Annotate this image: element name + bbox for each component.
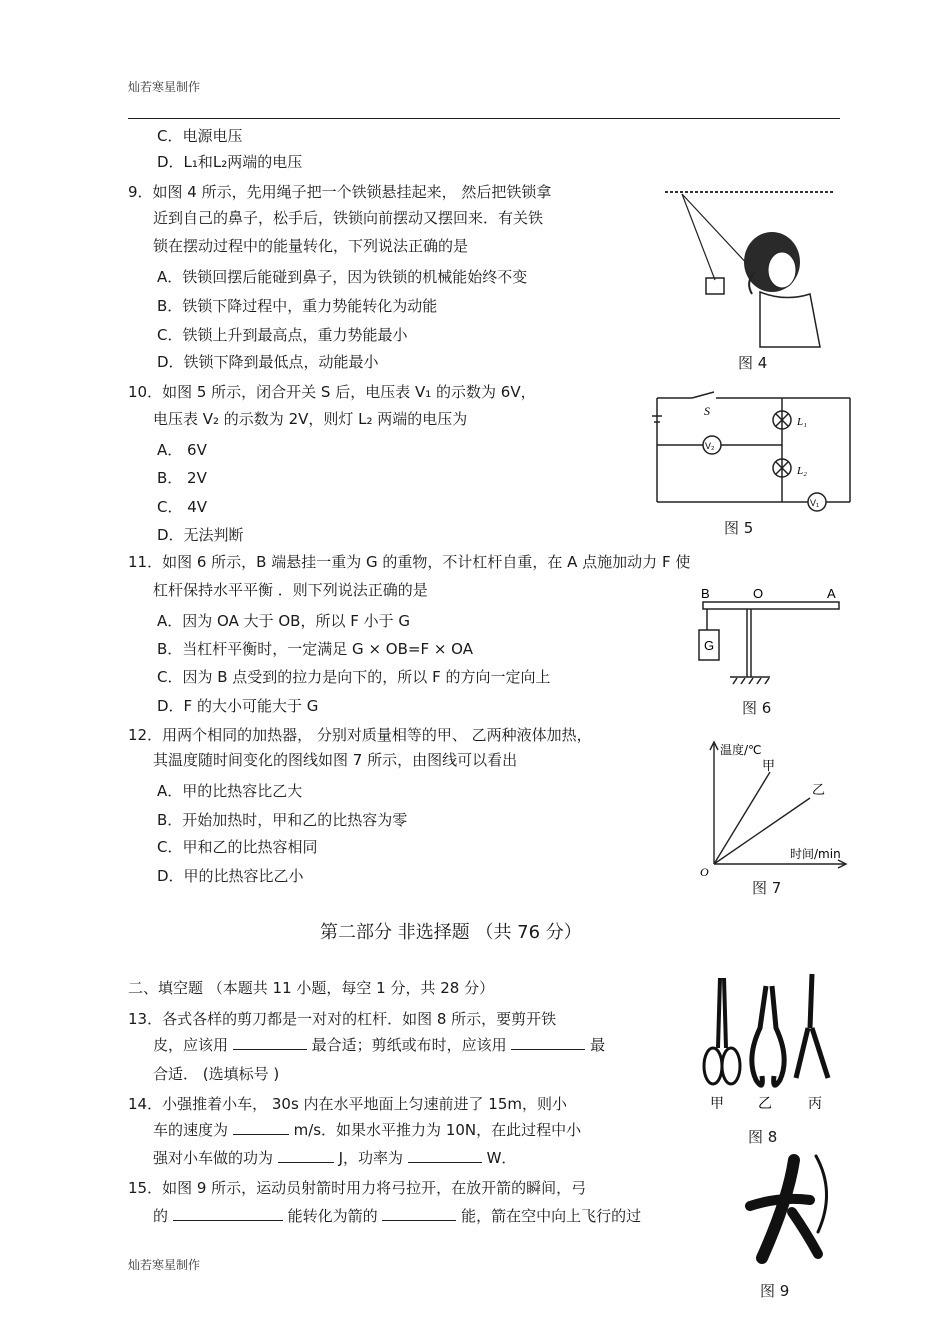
y-axis-label: 温度/℃ xyxy=(720,743,762,757)
scissors-jia-label: 甲 xyxy=(710,1096,724,1112)
scissors-bing-label: 丙 xyxy=(808,1096,822,1112)
q10-option-b: B． 2V xyxy=(157,469,207,487)
page-footer: 灿若寒星制作 xyxy=(128,1258,201,1272)
figure-6-caption: 图 6 xyxy=(742,699,772,717)
q10-stem-line2: 电压表 V₂ 的示数为 2V，则灯 L₂ 两端的电压为 xyxy=(153,410,468,428)
q14-line2: 车的速度为 m/s．如果水平推力为 10N，在此过程中小 xyxy=(153,1121,582,1139)
q12-option-d: D．甲的比热容比乙小 xyxy=(157,867,304,885)
q15-blank-2[interactable] xyxy=(382,1206,456,1221)
q14-blank-2[interactable] xyxy=(278,1148,334,1163)
header-rule xyxy=(128,118,840,119)
figure-5-circuit-diagram xyxy=(652,390,857,515)
figure-7-temperature-graph xyxy=(698,736,853,879)
q15-line1: 15．如图 9 所示，运动员射箭时用力将弓拉开，在放开箭的瞬间，弓 xyxy=(128,1179,587,1197)
q8-option-c: C．电源电压 xyxy=(157,127,243,145)
q9-stem-line1: 9．如图 4 所示，先用绳子把一个铁锁悬挂起来， 然后把铁锁拿 xyxy=(128,183,552,201)
figure-9-caption: 图 9 xyxy=(760,1282,790,1300)
q13-line3: 合适． (选填标号 ) xyxy=(153,1065,280,1083)
q11-option-c: C．因为 B 点受到的拉力是向下的，所以 F 的方向一定向上 xyxy=(157,668,551,686)
q9-stem-line3: 锁在摆动过程中的能量转化，下列说法正确的是 xyxy=(153,237,469,255)
q11-option-d: D．F 的大小可能大于 G xyxy=(157,697,319,715)
q13-blank-2[interactable] xyxy=(511,1035,585,1050)
q12-option-a: A．甲的比热容比乙大 xyxy=(157,782,303,800)
q15-blank-1[interactable] xyxy=(173,1206,283,1221)
line-yi-label: 乙 xyxy=(812,783,826,798)
q12-stem-line2: 其温度随时间变化的图线如图 7 所示，由图线可以看出 xyxy=(153,751,518,769)
page-header: 灿若寒星制作 xyxy=(128,80,201,94)
switch-label: S xyxy=(704,404,710,418)
q12-option-b: B．开始加热时，甲和乙的比热容为零 xyxy=(157,811,408,829)
q13-blank-1[interactable] xyxy=(233,1035,307,1050)
figure-4-pendulum-illustration xyxy=(660,182,840,352)
q10-option-d: D．无法判断 xyxy=(157,526,244,544)
line-jia-label: 甲 xyxy=(762,759,776,774)
scissors-yi-label: 乙 xyxy=(758,1096,772,1112)
figure-6-lever-diagram xyxy=(695,582,845,692)
part2-title: 第二部分 非选择题 （共 76 分） xyxy=(320,922,582,943)
q9-option-c: C．铁锁上升到最高点，重力势能最小 xyxy=(157,326,408,344)
figure-4-caption: 图 4 xyxy=(738,354,768,372)
q11-stem-line1: 11．如图 6 所示，B 端悬挂一重为 G 的重物，不计杠杆自重，在 A 点施加动力 F 使 xyxy=(128,553,691,571)
q9-option-a: A．铁锁回摆后能碰到鼻子，因为铁锁的机械能始终不变 xyxy=(157,268,528,286)
q14-blank-1[interactable] xyxy=(233,1120,289,1135)
q13-line1: 13．各式各样的剪刀都是一对对的杠杆．如图 8 所示，要剪开铁 xyxy=(128,1010,557,1028)
lamp-l2-label: L₂ xyxy=(797,465,807,477)
q9-option-d: D．铁锁下降到最低点，动能最小 xyxy=(157,353,379,371)
q13-line2: 皮，应该用 最合适；剪纸或布时，应该用 最 xyxy=(153,1036,606,1054)
q12-stem-line1: 12．用两个相同的加热器， 分别对质量相等的甲、 乙两种液体加热， xyxy=(128,726,592,744)
x-axis-label: 时间/min xyxy=(790,847,841,861)
q10-option-c: C． 4V xyxy=(157,498,208,516)
q10-stem-line1: 10．如图 5 所示，闭合开关 S 后，电压表 V₁ 的示数为 6V， xyxy=(128,383,536,401)
q14-blank-3[interactable] xyxy=(408,1148,482,1163)
figure-9-archer-illustration xyxy=(740,1150,840,1270)
figure-8-caption: 图 8 xyxy=(748,1128,778,1146)
q14-line3: 强对小车做的功为 J，功率为 W． xyxy=(153,1149,517,1167)
lever-point-o: O xyxy=(753,586,764,601)
weight-g-label: G xyxy=(704,638,715,653)
q11-option-a: A．因为 OA 大于 OB，所以 F 小于 G xyxy=(157,612,411,630)
q14-line1: 14．小强推着小车， 30s 内在水平地面上匀速前进了 15m，则小 xyxy=(128,1095,567,1113)
q9-stem-line2: 近到自己的鼻子，松手后，铁锁向前摆动又摆回来．有关铁 xyxy=(153,209,544,227)
origin-label: O xyxy=(700,865,709,879)
voltmeter-v1-label: V₁ xyxy=(810,498,820,508)
lever-point-b: B xyxy=(701,586,710,601)
figure-5-caption: 图 5 xyxy=(724,519,754,537)
q11-option-b: B．当杠杆平衡时，一定满足 G × OB=F × OA xyxy=(157,640,473,658)
q9-option-b: B．铁锁下降过程中，重力势能转化为动能 xyxy=(157,297,438,315)
section2-heading: 二、填空题 （本题共 11 小题，每空 1 分，共 28 分） xyxy=(128,979,495,997)
q8-option-d: D．L₁和L₂两端的电压 xyxy=(157,153,303,171)
q15-line2: 的 能转化为箭的 能，箭在空中向上飞行的过 xyxy=(153,1207,642,1225)
lamp-l1-label: L₁ xyxy=(797,416,807,428)
lever-point-a: A xyxy=(827,586,836,601)
voltmeter-v2-label: V₂ xyxy=(705,441,715,451)
figure-8-scissors-illustration xyxy=(700,968,840,1118)
q10-option-a: A． 6V xyxy=(157,441,207,459)
figure-7-caption: 图 7 xyxy=(752,879,782,897)
q11-stem-line2: 杠杆保持水平平衡 ．则下列说法正确的是 xyxy=(153,581,428,599)
q12-option-c: C．甲和乙的比热容相同 xyxy=(157,838,318,856)
